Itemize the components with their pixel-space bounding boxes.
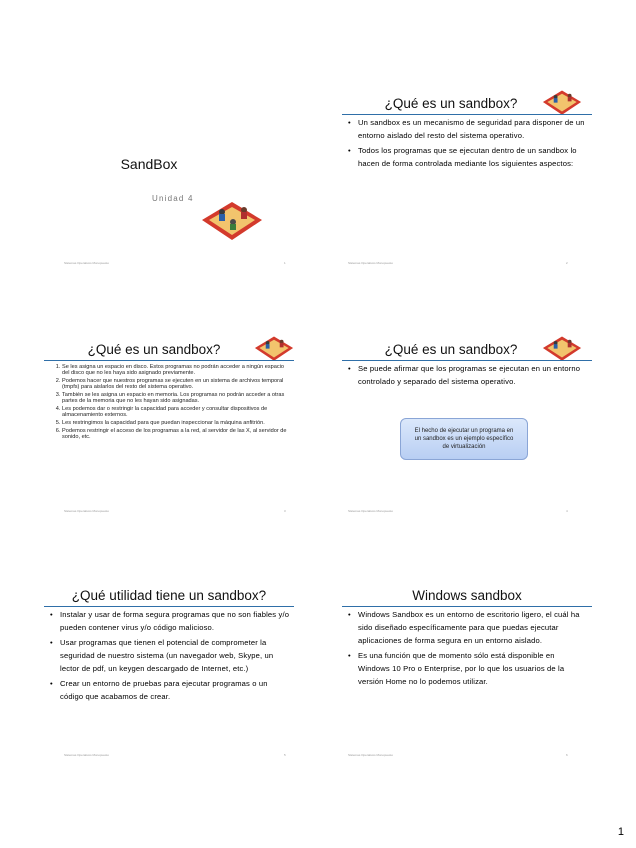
slide-2 xyxy=(334,66,600,266)
list-item: 3. También se les asigna un espacio en memoria. Los programas no podrán acceder a otras partes de la memoria que no les hayan sido asignadas. xyxy=(62,392,292,405)
slide-title: Windows sandbox xyxy=(412,588,522,603)
slide-footer: Sistemas Operativos Monopuesto xyxy=(348,261,394,265)
bullet-item: • Un sandbox es un mecanismo de seguridad para disponer de un entorno aislado del resto del sistema operativo. xyxy=(358,116,588,142)
slide-number: 5 xyxy=(284,753,286,757)
slide-number: 1 xyxy=(284,261,286,265)
list-item: 1. Se les asigna un espacio en disco. Estos programas no podrán acceder a ningún espacio del disco que no les haya sido asignado previamente. xyxy=(62,364,292,377)
page-number: 1 xyxy=(617,826,624,838)
slide-footer: Sistemas Operativos Monopuesto xyxy=(348,753,394,757)
bullet-list xyxy=(346,362,588,390)
slide-3 xyxy=(36,320,302,520)
slide-footer: Sistemas Operativos Monopuesto xyxy=(348,509,394,513)
bullet-item: • Todos los programas que se ejecutan dentro de un sandbox lo hacen de forma controlada mediante los siguientes aspectos: xyxy=(358,144,588,170)
slide-number: 4 xyxy=(566,509,568,513)
sandbox-icon xyxy=(540,88,584,116)
list-item: 5. Les restringimos la capacidad para que puedan inspeccionar la máquina anfitrión. xyxy=(62,420,292,426)
bullet-item: • Se puede afirmar que los programas se ejecutan en un entorno controlado y separado del sistema operativo. xyxy=(358,362,588,388)
slide-1 xyxy=(36,66,302,266)
bullet-list xyxy=(48,608,290,705)
slide-6 xyxy=(334,574,600,774)
list-item: 2. Podemos hacer que nuestros programas se ejecuten en un sistema de archivos temporal (tmpfs) para aislarlos del resto del sistema operativo. xyxy=(62,378,292,391)
slide-number: 3 xyxy=(284,509,286,513)
sandbox-icon xyxy=(540,334,584,362)
title-underline xyxy=(44,606,294,607)
bullet-item: • Usar programas que tienen el potencial de comprometer la seguridad de nuestro sistema (un navegador web, Skype, un lector de pdf, un keygen descargado de Internet, etc.) xyxy=(60,636,290,675)
bullet-list xyxy=(346,608,588,690)
numbered-list xyxy=(48,364,292,442)
slide-5 xyxy=(36,574,302,774)
list-item: 4. Les podemos dar o restringir la capacidad para acceder y consultar dispositivos de almacenamiento externos. xyxy=(62,406,292,419)
slide-4 xyxy=(334,320,600,520)
title-underline xyxy=(342,606,592,607)
slide-title: ¿Qué utilidad tiene un sandbox? xyxy=(71,588,267,603)
slide-footer: Sistemas Operativos Monopuesto xyxy=(64,509,110,513)
callout-box: El hecho de ejecutar un programa en un sandbox es un ejemplo específico de virtualización xyxy=(400,418,528,460)
slide-number: 2 xyxy=(566,261,568,265)
slide-footer: Sistemas Operativos Monopuesto xyxy=(64,261,110,265)
bullet-list xyxy=(346,116,588,172)
slide-number: 6 xyxy=(566,753,568,757)
slide-title: SandBox xyxy=(120,156,178,172)
bullet-item: • Es una función que de momento sólo está disponible en Windows 10 Pro o Enterprise, por lo que los usuarios de la versión Home no lo podemos utilizar. xyxy=(358,649,588,688)
sandbox-icon xyxy=(252,334,296,362)
slide-subtitle: Unidad 4 xyxy=(152,194,194,203)
slide-title: ¿Qué es un sandbox? xyxy=(384,96,518,111)
list-item: 6. Podemos restringir el acceso de los programas a la red, al servidor de las X, al servidor de sonido, etc. xyxy=(62,428,292,441)
bullet-item: • Crear un entorno de pruebas para ejecutar programas o un código que acabamos de crear. xyxy=(60,677,290,703)
sandbox-illustration xyxy=(200,198,264,242)
title-underline xyxy=(44,360,294,361)
bullet-item: • Instalar y usar de forma segura programas que no son fiables y/o pueden contener virus y/o código malicioso. xyxy=(60,608,290,634)
title-underline xyxy=(342,114,592,115)
slide-footer: Sistemas Operativos Monopuesto xyxy=(64,753,110,757)
bullet-item: • Windows Sandbox es un entorno de escritorio ligero, el cuál ha sido diseñado específicamente para que puedas ejecutar aplicaciones de forma segura en un entorno aislado. xyxy=(358,608,588,647)
title-underline xyxy=(342,360,592,361)
slide-title: ¿Qué es un sandbox? xyxy=(384,342,518,357)
slide-title: ¿Qué es un sandbox? xyxy=(87,342,221,357)
